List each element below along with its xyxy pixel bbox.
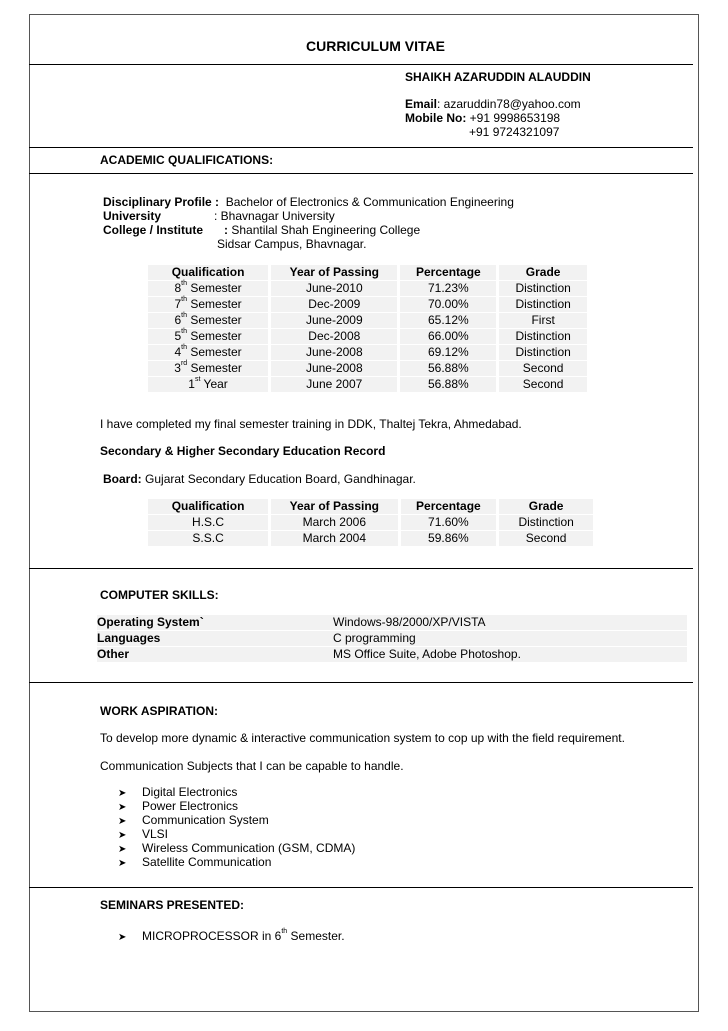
table-row xyxy=(97,647,687,663)
column-header: Qualification xyxy=(148,265,270,281)
seminar-item xyxy=(118,929,345,943)
qualification-cell: 6th Semester xyxy=(148,313,270,329)
percentage-cell: 59.86% xyxy=(399,531,498,547)
skill-value: Windows-98/2000/XP/VISTA xyxy=(333,615,687,631)
arrow-bullet-icon: ➤ xyxy=(118,816,127,827)
column-header: Year of Passing xyxy=(270,265,399,281)
list-item xyxy=(118,827,355,841)
qualification-cell: H.S.C xyxy=(148,515,270,531)
university-value: : Bhavnagar University xyxy=(214,209,335,223)
mobile-2: +91 9724321097 xyxy=(469,125,560,139)
grade-cell: Distinction xyxy=(498,515,595,531)
college-value: Shantilal Shah Engineering College xyxy=(231,223,421,237)
email-label: Email xyxy=(405,97,438,111)
skills-table xyxy=(97,615,687,663)
subject-label: Satellite Communication xyxy=(142,855,272,869)
seminar-sup: th xyxy=(281,928,288,935)
college-colon: : xyxy=(224,223,228,237)
college-line xyxy=(224,223,420,237)
email-line xyxy=(405,97,581,111)
candidate-name: SHAIKH AZARUDDIN ALAUDDIN xyxy=(405,70,591,84)
percentage-cell: 71.60% xyxy=(399,515,498,531)
subjects-intro: Communication Subjects that I can be capable to handle. xyxy=(100,759,404,773)
year-cell: June-2008 xyxy=(270,345,399,361)
college-label: College / Institute xyxy=(103,223,204,237)
list-item xyxy=(118,813,355,827)
seminars-heading: SEMINARS PRESENTED: xyxy=(100,898,245,912)
table-row xyxy=(148,361,589,377)
table-row xyxy=(148,281,589,297)
skill-label: Other xyxy=(97,647,333,663)
arrow-bullet-icon: ➤ xyxy=(118,830,127,841)
list-item xyxy=(118,855,355,869)
qualification-cell: 5th Semester xyxy=(148,329,270,345)
divider xyxy=(29,568,693,569)
year-cell: March 2004 xyxy=(270,531,399,547)
grade-cell: Distinction xyxy=(498,329,589,345)
subject-label: Communication System xyxy=(142,813,269,827)
year-cell: Dec-2009 xyxy=(270,297,399,313)
qualification-cell: S.S.C xyxy=(148,531,270,547)
table-row xyxy=(148,345,589,361)
college-value-2: Sidsar Campus, Bhavnagar. xyxy=(217,237,367,251)
page-title: CURRICULUM VITAE xyxy=(306,38,445,54)
grade-cell: Distinction xyxy=(498,297,589,313)
column-header: Qualification xyxy=(148,499,270,515)
email-value: : azaruddin78@yahoo.com xyxy=(437,97,581,111)
board-value: Gujarat Secondary Education Board, Gandhinagar. xyxy=(145,472,416,486)
grade-cell: First xyxy=(498,313,589,329)
table-header-row xyxy=(148,499,595,515)
percentage-cell: 69.12% xyxy=(399,345,498,361)
arrow-bullet-icon: ➤ xyxy=(118,932,127,943)
subject-label: Wireless Communication (GSM, CDMA) xyxy=(142,841,356,855)
skills-heading: COMPUTER SKILLS: xyxy=(100,588,219,602)
profile-line xyxy=(103,195,514,209)
divider xyxy=(29,64,693,65)
training-text: I have completed my final semester training in DDK, Thaltej Tekra, Ahmedabad. xyxy=(100,417,522,431)
subject-label: VLSI xyxy=(142,827,169,841)
arrow-bullet-icon: ➤ xyxy=(118,844,127,855)
semester-table xyxy=(148,265,590,393)
year-cell: June 2007 xyxy=(270,377,399,393)
seminar-pre: MICROPROCESSOR in 6 xyxy=(142,929,282,943)
mobile-label: Mobile No: xyxy=(405,111,467,125)
subjects-list xyxy=(118,785,355,869)
year-cell: June-2010 xyxy=(270,281,399,297)
grade-cell: Distinction xyxy=(498,281,589,297)
grade-cell: Second xyxy=(498,531,595,547)
grade-cell: Distinction xyxy=(498,345,589,361)
percentage-cell: 65.12% xyxy=(399,313,498,329)
aspiration-text: To develop more dynamic & interactive communication system to cop up with the field requirement. xyxy=(100,731,625,745)
column-header: Percentage xyxy=(399,265,498,281)
table-row xyxy=(148,515,595,531)
divider xyxy=(29,887,693,888)
board-label: Board: xyxy=(103,472,142,486)
aspiration-heading: WORK ASPIRATION: xyxy=(100,704,218,718)
year-cell: March 2006 xyxy=(270,515,399,531)
board-line xyxy=(103,472,416,486)
school-table xyxy=(148,499,596,547)
university-label: University xyxy=(103,209,162,223)
column-header: Percentage xyxy=(399,499,498,515)
grade-cell: Second xyxy=(498,361,589,377)
percentage-cell: 56.88% xyxy=(399,377,498,393)
mobile-line xyxy=(405,111,560,125)
percentage-cell: 56.88% xyxy=(399,361,498,377)
percentage-cell: 66.00% xyxy=(399,329,498,345)
qualification-cell: 4th Semester xyxy=(148,345,270,361)
table-row xyxy=(148,377,589,393)
table-row xyxy=(148,329,589,345)
percentage-cell: 71.23% xyxy=(399,281,498,297)
column-header: Grade xyxy=(498,499,595,515)
year-cell: June-2009 xyxy=(270,313,399,329)
divider xyxy=(29,147,693,148)
skill-value: C programming xyxy=(333,631,687,647)
table-row xyxy=(148,313,589,329)
divider xyxy=(29,173,693,174)
seminar-post: Semester. xyxy=(287,929,345,943)
academic-heading: ACADEMIC QUALIFICATIONS: xyxy=(100,153,274,167)
divider xyxy=(29,682,693,683)
table-header-row xyxy=(148,265,589,281)
list-item xyxy=(118,785,355,799)
subject-label: Power Electronics xyxy=(142,799,239,813)
table-row xyxy=(148,531,595,547)
mobile-1: +91 9998653198 xyxy=(469,111,561,125)
year-cell: June-2008 xyxy=(270,361,399,377)
percentage-cell: 70.00% xyxy=(399,297,498,313)
qualification-cell: 7th Semester xyxy=(148,297,270,313)
profile-label: Disciplinary Profile : xyxy=(103,195,220,209)
qualification-cell: 8th Semester xyxy=(148,281,270,297)
skill-label: Languages xyxy=(97,631,333,647)
table-row xyxy=(148,297,589,313)
table-row xyxy=(97,615,687,631)
arrow-bullet-icon: ➤ xyxy=(118,802,127,813)
profile-value: Bachelor of Electronics & Communication Engineering xyxy=(225,195,514,209)
qualification-cell: 1st Year xyxy=(148,377,270,393)
year-cell: Dec-2008 xyxy=(270,329,399,345)
subject-label: Digital Electronics xyxy=(142,785,238,799)
column-header: Grade xyxy=(498,265,589,281)
arrow-bullet-icon: ➤ xyxy=(118,858,127,869)
arrow-bullet-icon: ➤ xyxy=(118,788,127,799)
skill-value: MS Office Suite, Adobe Photoshop. xyxy=(333,647,687,663)
list-item xyxy=(118,841,355,855)
column-header: Year of Passing xyxy=(270,499,399,515)
table-row xyxy=(97,631,687,647)
list-item xyxy=(118,799,355,813)
grade-cell: Second xyxy=(498,377,589,393)
qualification-cell: 3rd Semester xyxy=(148,361,270,377)
secondary-heading: Secondary & Higher Secondary Education Record xyxy=(100,444,386,458)
skill-label: Operating System` xyxy=(97,615,333,631)
